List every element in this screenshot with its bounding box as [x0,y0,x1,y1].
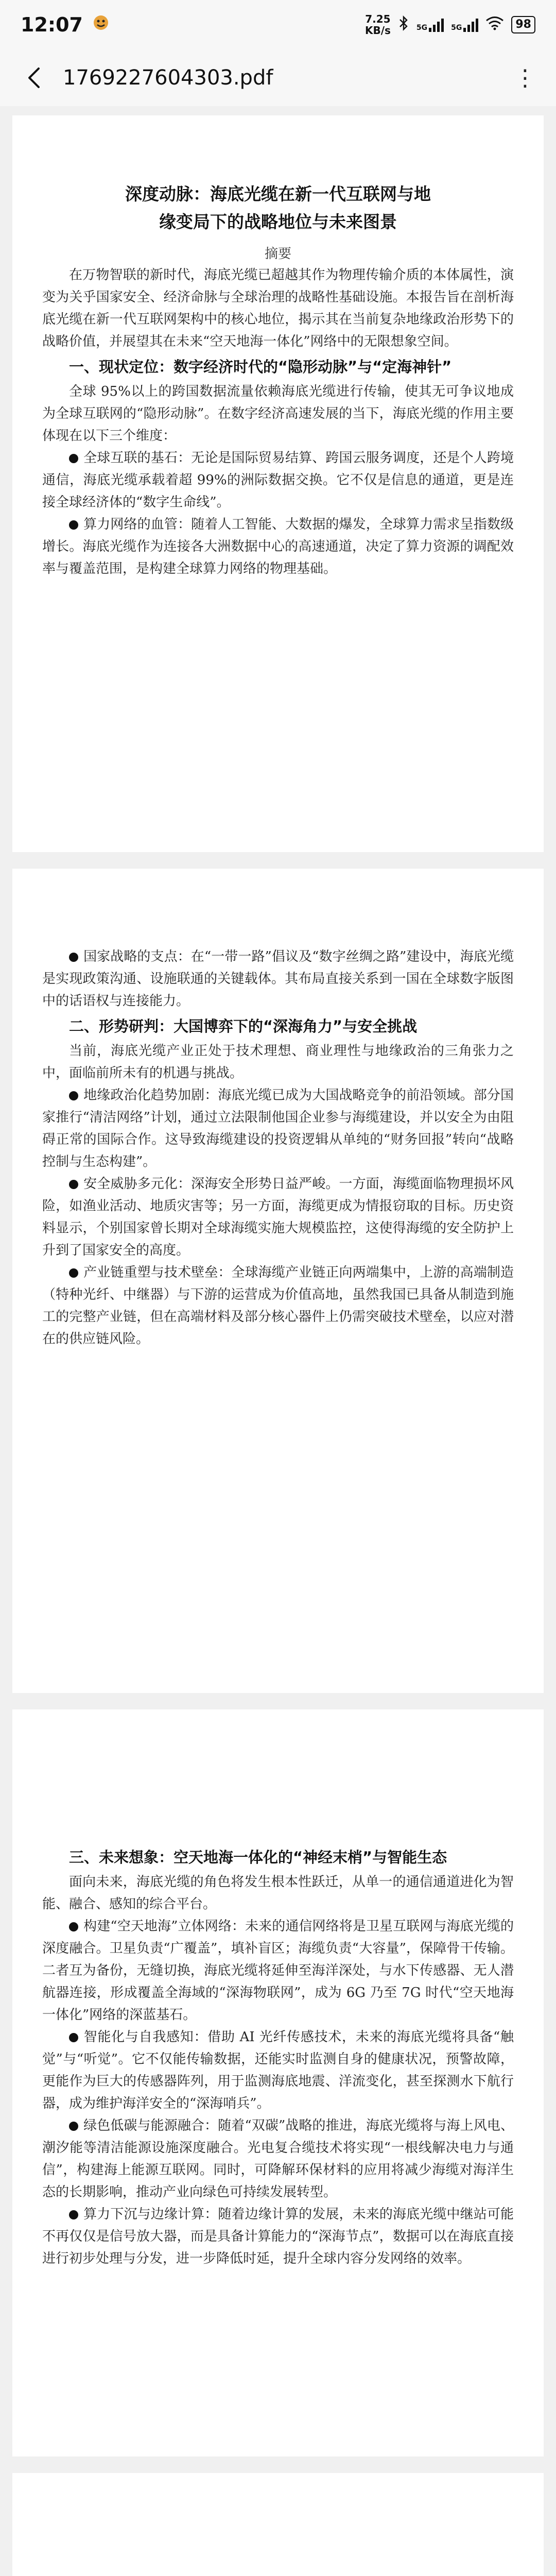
bullet-icon [69,2210,78,2219]
speed-unit: KB/s [364,24,391,37]
document-title: 1769227604303.pdf [63,66,273,90]
pdf-page-1 [12,115,544,852]
bullet-text: 算力网络的血管：随着人工智能、大数据的爆发，全球算力需求呈指数级增长。海底光缆作为连接各大洲数据中心的高速通道，决定了算力资源的调配效率与覆盖范围，是构建全球算力网络的物理基础。 [42,517,514,577]
pdf-page-4 [12,2473,544,2576]
list-item [42,1173,514,1262]
list-item [42,946,514,1012]
section-1-intro: 全球 95%以上的跨国数据流量依赖海底光缆进行传输，使其无可争议地成为全球互联网的“隐形动脉”。在数字经济高速发展的当下，海底光缆的作用主要体现在以下三个维度： [42,384,514,444]
bullet-text: 地缘政治化趋势加剧：海底光缆已成为大国战略竞争的前沿领域。部分国家推行“清洁网络”计划，通过立法限制他国企业参与海缆建设，并以安全为由阻碍正常的国际合作。这导致海缆建设的投资逻辑从单纯的“财务回报”转向“战略控制与生态构建”。 [42,1088,514,1170]
pdf-page-3 [12,1709,544,2456]
bullet-icon [69,2033,78,2042]
list-item [42,447,514,514]
bullet-icon [69,1180,78,1189]
status-bar [0,0,556,49]
bullet-text: 全球互联的基石：无论是国际贸易结算、跨国云服务调度，还是个人跨境通信，海底光缆承载着超 99%的洲际数据交换。它不仅是信息的通道，更是连接全球经济体的“数字生命线”。 [42,450,514,510]
bullet-icon [69,953,78,962]
bullet-text: 绿色低碳与能源融合：随着“双碳”战略的推进，海底光缆将与海上风电、潮汐能等清洁能源设施深度融合。光电复合缆技术将实现“一根线解决电力与通信”，构建海上能源互联网。同时，可降解环保材料的应用将减少海缆对海洋生态的长期影响，推动产业向绿色可持续发展转型。 [42,2118,514,2200]
bullet-icon [69,1091,78,1100]
list-item [42,2026,514,2115]
bullet-icon [69,1922,78,1931]
section-2-intro: 当前，海底光缆产业正处于技术理想、商业理性与地缘政治的三角张力之中，面临前所未有的机遇与挑战。 [42,1043,514,1081]
more-options-button[interactable] [514,65,537,91]
signal-icon [416,18,444,32]
battery-indicator: 98 [511,16,535,33]
list-item [42,514,514,580]
signal-label-2: 5G [451,24,462,32]
more-icon: ⋮ [514,64,537,91]
notification-icon [92,13,110,36]
bullet-icon [69,2122,78,2131]
bullet-text: 国家战略的支点：在“一带一路”倡议及“数字丝绸之路”建设中，海底光缆是实现政策沟通、设施联通的关键载体。其布局直接关系到一国在全球数字版图中的话语权与连接能力。 [42,949,514,1009]
abstract-text: 在万物智联的新时代，海底光缆已超越其作为物理传输介质的本体属性，演变为关乎国家安全、经济命脉与全球治理的战略性基础设施。本报告旨在剖析海底光缆在新一代互联网架构中的核心地位，揭示其在当前复杂地缘政治形势下的战略价值，并展望其在未来“空天地海一体化”网络中的无限想象空间。 [42,267,514,349]
bullet-icon [69,1268,78,1278]
list-item [42,2115,514,2204]
report-title-line1: 深度动脉：海底光缆在新一代互联网与地 [125,184,431,204]
bullet-text: 构建“空天地海”立体网络：未来的通信网络将是卫星互联网与海底光缆的深度融合。卫星负责“广覆盖”，填补盲区；海缆负责“大容量”，保障骨干传输。二者互为备份，无缝切换，海底光缆将延伸至海洋深处，与水下传感器、无人潜航器连接，形成覆盖全海域的“深海物联网”，成为 6G 乃至 7G 时代“空天地海一体化”网络的深蓝基石。 [42,1919,514,2023]
bullet-icon [69,454,78,463]
wifi-icon [485,16,504,33]
report-title [45,180,511,236]
back-button[interactable] [19,62,49,93]
signal-icon-2 [451,18,478,32]
speed-value: 7.25 [365,13,391,25]
pdf-page-2 [12,869,544,1693]
bullet-text: 安全威胁多元化：深海安全形势日益严峻。一方面，海缆面临物理损坏风险，如渔业活动、地质灾害等；另一方面，海缆更成为情报窃取的目标。历史资料显示，个别国家曾长期对全球海缆实施大规模监控，这使得海缆的安全防护上升到了国家安全的高度。 [42,1176,514,1258]
list-item [42,1916,514,2026]
status-left [21,13,110,36]
status-right [365,13,535,36]
list-item [42,1084,514,1173]
bullet-text: 智能化与自我感知：借助 AI 光纤传感技术，未来的海底光缆将具备“触觉”与“听觉”。它不仅能传输数据，还能实时监测自身的健康状况，预警故障，更能作为巨大的传感器阵列，用于监测海底地震、洋流变化，甚至探测水下航行器，成为维护海洋安全的“深海哨兵”。 [42,2029,514,2111]
report-title-line2: 缘变局下的战略地位与未来图景 [159,212,397,232]
section-3-heading: 三、未来想象：空天地海一体化的“神经末梢”与智能生态 [69,1849,447,1866]
bluetooth-icon [398,15,409,35]
list-item [42,1262,514,1350]
bullet-icon [69,520,78,530]
top-toolbar [0,49,556,106]
list-item [42,2204,514,2270]
chevron-left-icon [26,66,42,89]
section-1-heading: 一、现状定位：数字经济时代的“隐形动脉”与“定海神针” [69,358,452,376]
section-2-heading: 二、形势研判：大国博弈下的“深海角力”与安全挑战 [69,1018,418,1035]
signal-label: 5G [416,24,428,32]
bullet-text: 算力下沉与边缘计算：随着边缘计算的发展，未来的海底光缆中继站可能不再仅仅是信号放大器，而是具备计算能力的“深海节点”，数据可以在海底直接进行初步处理与分发，进一步降低时延，提升全球内容分发网络的效率。 [42,2207,514,2266]
network-speed [365,13,391,36]
abstract-label: 摘要 [264,246,291,262]
bullet-text: 产业链重塑与技术壁垒：全球海缆产业链正向两端集中，上游的高端制造（特种光纤、中继器）与下游的运营成为价值高地，虽然我国已具备从制造到施工的完整产业链，但在高端材料及部分核心器件上仍需突破技术壁垒，以应对潜在的供应链风险。 [42,1265,514,1347]
section-3-intro: 面向未来，海底光缆的角色将发生根本性跃迁，从单一的通信通道进化为智能、融合、感知的综合平台。 [42,1874,514,1912]
clock: 12:07 [21,13,83,36]
